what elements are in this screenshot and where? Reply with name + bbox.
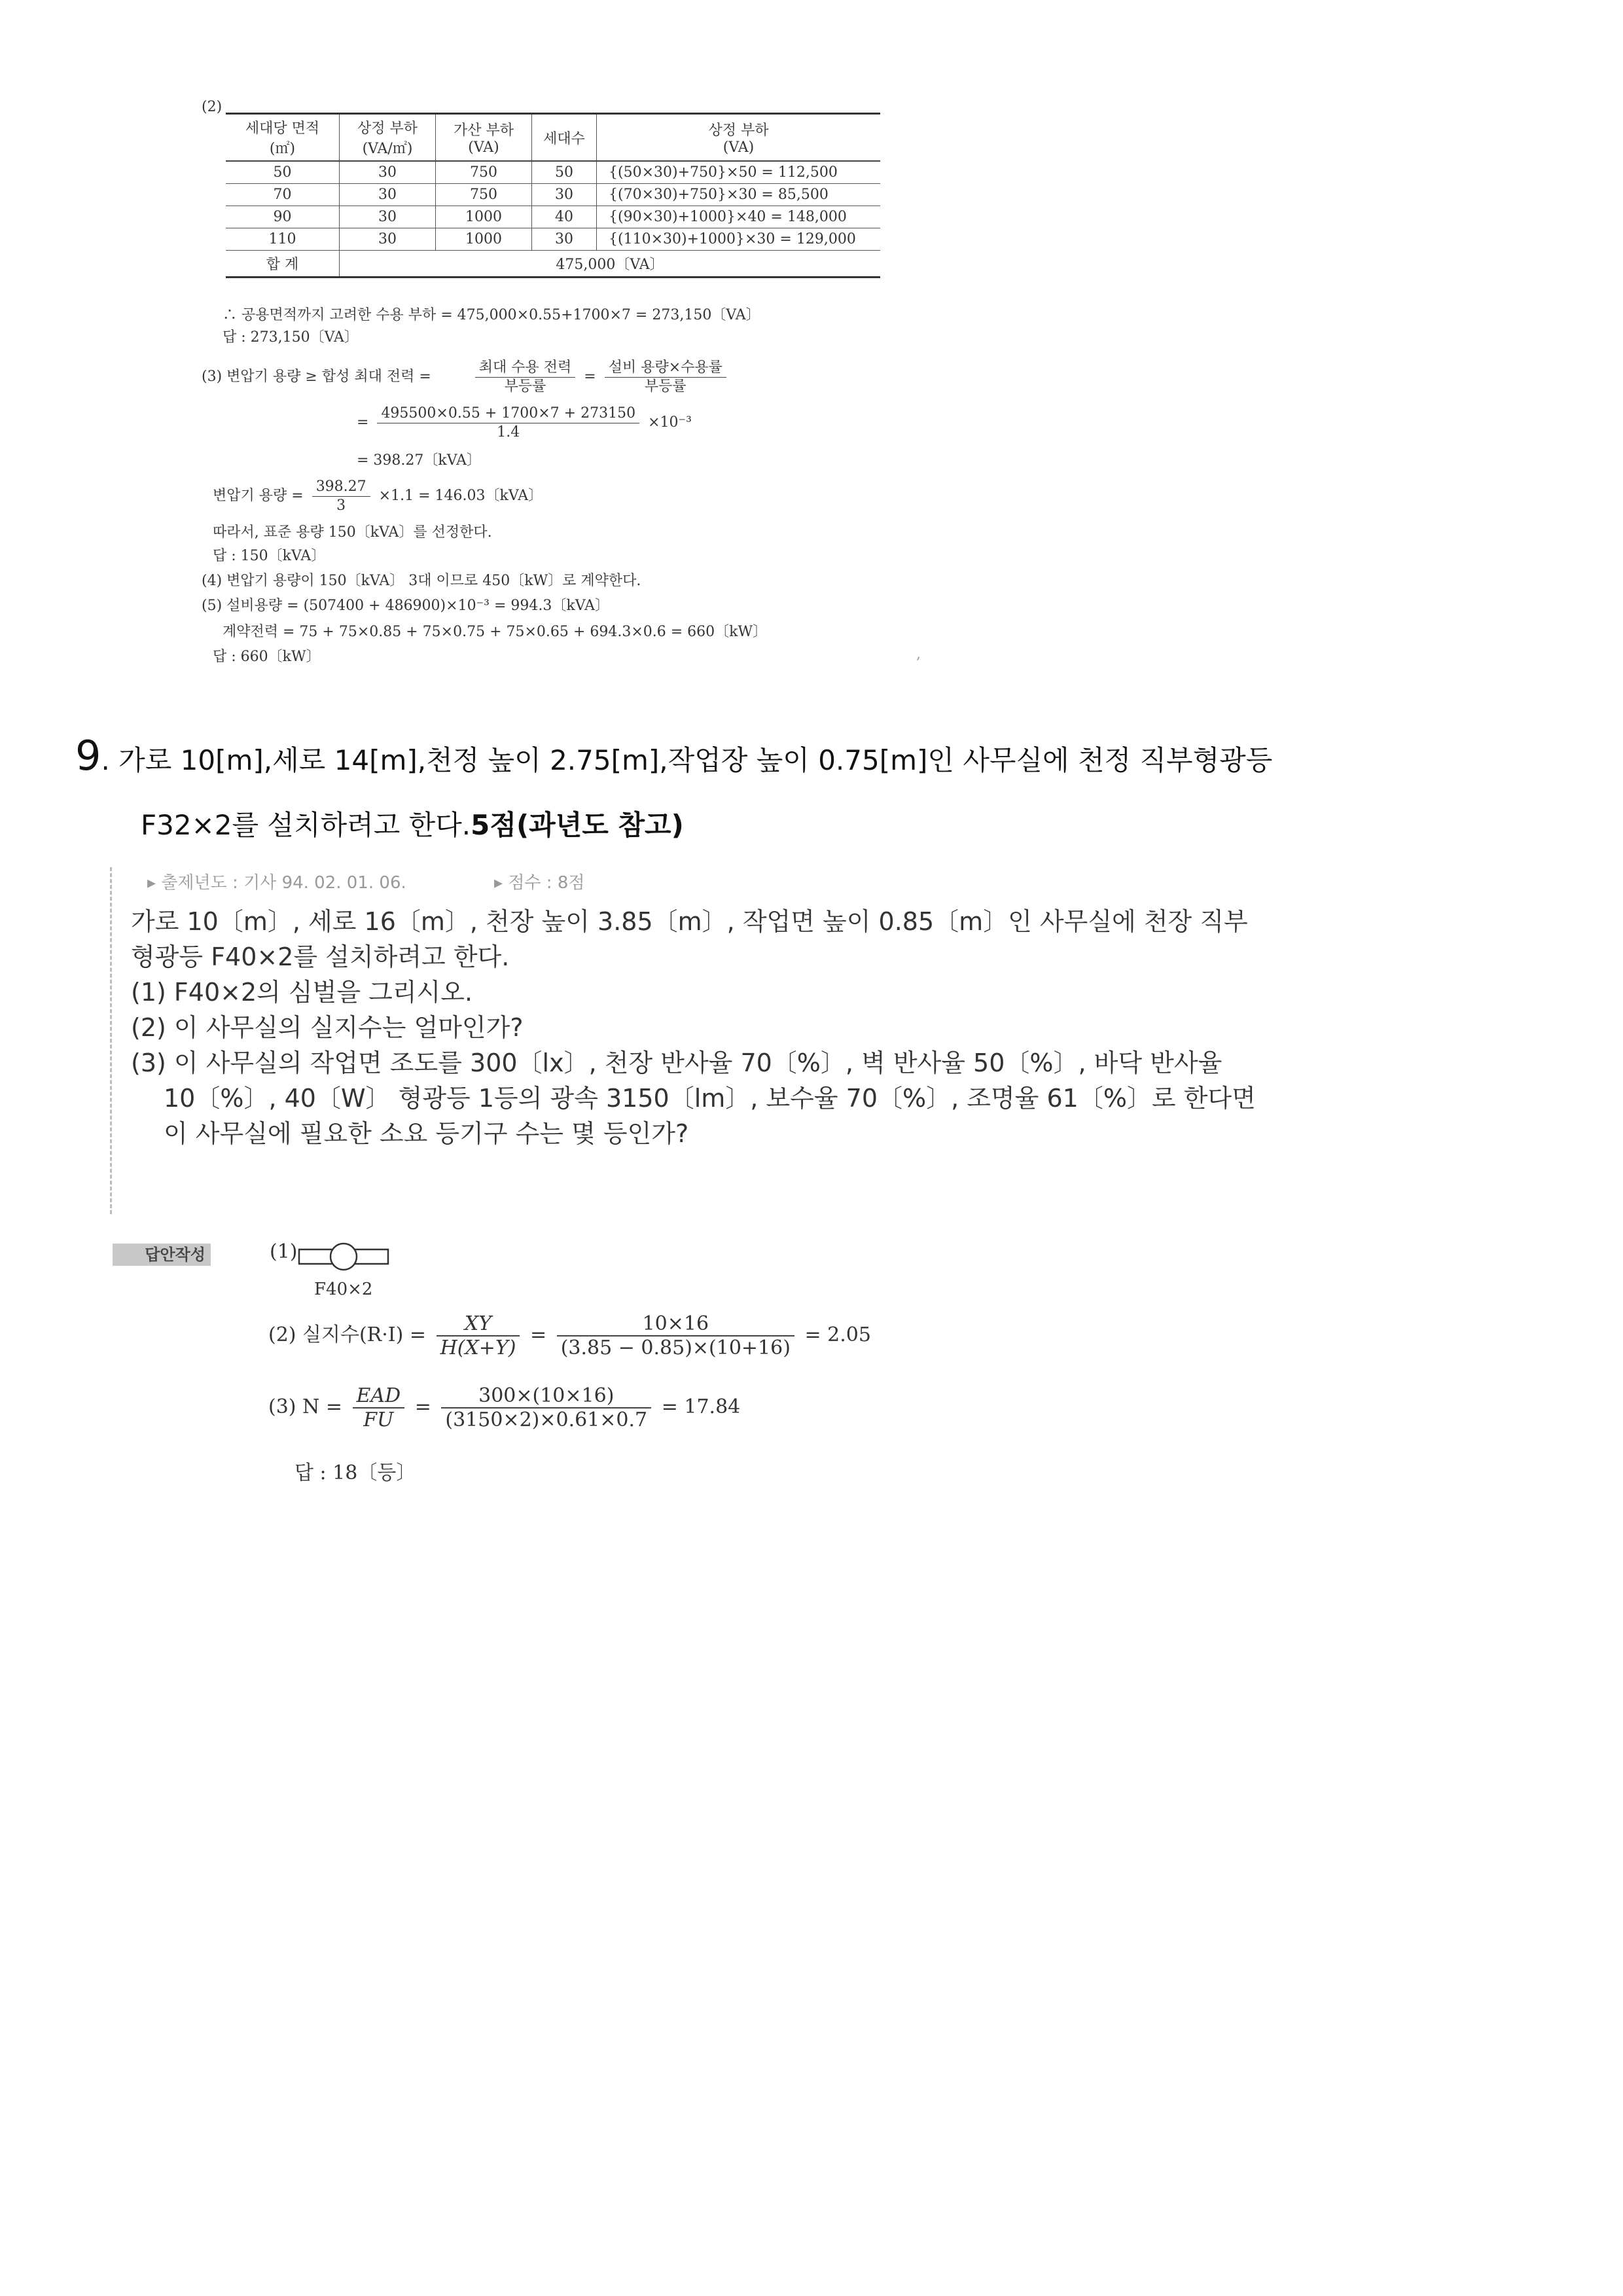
fraction-numerator: 495500×0.55 + 1700×7 + 273150 [377, 404, 639, 423]
part3-line2 [357, 404, 692, 441]
part2-answer: 답 : 273,150〔VA〕 [223, 329, 359, 346]
table-cell: 30 [532, 184, 597, 206]
part5-line1: (5) 설비용량 = (507400 + 486900)×10⁻³ = 994.3〔kVA〕 [202, 598, 610, 614]
table-cell: 30 [340, 184, 436, 206]
part3-line5: 따라서, 표준 용량 150〔kVA〕를 선정한다. [213, 524, 492, 541]
table-row [226, 161, 880, 184]
reference-problem-line: 형광등 F40×2를 설치하려고 한다. [131, 942, 510, 971]
fraction-denominator: (3.85 − 0.85)×(10+16) [560, 1336, 791, 1359]
fraction [557, 1312, 794, 1359]
answer-2 [268, 1312, 871, 1359]
part5-line2: 계약전력 = 75 + 75×0.85 + 75×0.75 + 75×0.65 + 694.3×0.6 = 660〔kW〕 [223, 624, 768, 640]
reference-meta-score: ▸ 점수 : 8점 [494, 873, 585, 893]
part3-line3: = 398.27〔kVA〕 [357, 452, 482, 469]
answer-3-label: (3) N = [268, 1395, 342, 1418]
table-cell: 30 [340, 228, 436, 251]
symbol-caption: F40×2 [314, 1280, 373, 1299]
table-header-cell: 상정 부하 (VA) [708, 122, 769, 156]
reference-question-3-cont: 10〔%〕, 40〔W〕 형광등 1등의 광속 3150〔lm〕, 보수율 70〔%〕, 조명율 61〔%〕로 한다면 [164, 1083, 1256, 1113]
question9-line1 [75, 732, 1272, 780]
fraction [312, 478, 370, 514]
table-cell: 40 [532, 206, 597, 228]
table-cell: 30 [340, 206, 436, 228]
fraction-denominator: H(X+Y) [440, 1336, 516, 1359]
table-cell: 50 [532, 161, 597, 184]
table-cell: {(110×30)+1000}×30 = 129,000 [609, 231, 856, 247]
fraction-denominator: FU [363, 1408, 394, 1431]
equals-sign: = [584, 368, 596, 385]
table-cell: {(90×30)+1000}×40 = 148,000 [609, 209, 847, 225]
part3-answer: 답 : 150〔kVA〕 [213, 548, 326, 564]
table-cell: {(50×30)+750}×50 = 112,500 [609, 164, 838, 181]
question9-text1: . 가로 10[m],세로 14[m],천정 높이 2.75[m],작업장 높이 0.75[m]인 사무실에 천정 직부형광등 [101, 744, 1273, 776]
part3-lead: (3) 변압기 용량 ≥ 합성 최대 전력 = [202, 368, 431, 385]
fraction-denominator: 부등률 [644, 378, 687, 395]
fraction-numerator: 300×(10×16) [441, 1384, 651, 1408]
table-row [226, 206, 880, 228]
table-cell: 30 [532, 228, 597, 251]
reference-question-3: (3) 이 사무실의 작업면 조도를 300〔lx〕, 천장 반사율 70〔%〕, 벽 반사율 50〔%〕, 바닥 반사율 [131, 1048, 1222, 1077]
fraction-denominator: 부등률 [504, 378, 546, 395]
fraction-numerator: 398.27 [312, 478, 370, 497]
fraction [353, 1384, 405, 1431]
part2-note: ∴ 공용면적까지 고려한 수용 부하 = 475,000×0.55+1700×7 = 273,150〔VA〕 [223, 307, 760, 323]
question9-text2: F32×2를 설치하려고 한다. [141, 809, 471, 841]
fraction-denominator: (3150×2)×0.61×0.7 [445, 1408, 648, 1431]
answer-2-result: = 2.05 [804, 1323, 871, 1346]
fraction-denominator: 1.4 [497, 423, 520, 440]
table-header-row [226, 114, 880, 162]
question9-points: 5점(과년도 참고) [471, 809, 684, 841]
reference-question-2: (2) 이 사무실의 실지수는 얼마인가? [131, 1013, 524, 1042]
reference-meta-year: ▸ 출제년도 : 기사 94. 02. 01. 06. [147, 873, 406, 893]
table-total-label: 합 계 [226, 251, 340, 278]
question9-line2 [141, 804, 684, 843]
reference-problem-line: 가로 10〔m〕, 세로 16〔m〕, 천장 높이 3.85〔m〕, 작업면 높이 0.85〔m〕인 사무실에 천장 직부 [131, 907, 1248, 936]
fraction-numerator: EAD [353, 1384, 405, 1408]
table-cell: 110 [226, 228, 340, 251]
table-cell: 70 [226, 184, 340, 206]
fraction-numerator: 10×16 [557, 1312, 794, 1336]
part4-line: (4) 변압기 용량이 150〔kVA〕 3대 이므로 450〔kW〕로 계약한다. [202, 573, 641, 589]
table-cell: 1000 [436, 206, 532, 228]
equals-sign: = [414, 1395, 431, 1418]
fraction [377, 404, 639, 441]
answer-section-label: 답안작성 [113, 1244, 211, 1266]
table-header-cell: 가산 부하 (VA) [436, 114, 532, 162]
table-header-cell: 상정 부하 (VA/㎡) [340, 114, 436, 162]
answer-2-label: (2) 실지수(R·I) = [268, 1323, 427, 1346]
fraction [437, 1312, 520, 1359]
fraction-denominator: 3 [336, 497, 346, 514]
table-header-cell: 세대수 [532, 114, 597, 162]
fraction-numerator: XY [437, 1312, 520, 1336]
question-number: 9 [75, 732, 101, 780]
table-cell: {(70×30)+750}×30 = 85,500 [609, 187, 829, 203]
fraction [605, 359, 726, 395]
reference-question-1: (1) F40×2의 심벌을 그리시오. [131, 977, 473, 1007]
transformer-capacity-result: ×1.1 = 146.03〔kVA〕 [378, 488, 543, 504]
table-row [226, 184, 880, 206]
table-header-cell: 세대당 면적 (㎡) [226, 114, 340, 162]
final-answer: 답 : 18〔등〕 [294, 1462, 416, 1484]
reference-problem [131, 905, 1283, 1152]
table-cell: 750 [436, 184, 532, 206]
fraction-numerator: 설비 용량×수용률 [605, 359, 726, 378]
table-cell: 90 [226, 206, 340, 228]
table-total-row [226, 251, 880, 278]
table-total-value: 475,000〔VA〕 [556, 257, 664, 273]
table-row [226, 228, 880, 251]
load-table [226, 113, 880, 278]
table-cell: 1000 [436, 228, 532, 251]
table-cell: 750 [436, 161, 532, 184]
answer-3 [268, 1384, 740, 1431]
equals-sign: = [530, 1323, 547, 1346]
equals-sign: = [357, 414, 369, 431]
fraction-numerator: 최대 수용 전력 [475, 359, 576, 378]
answer-3-result: = 17.84 [661, 1395, 741, 1418]
stray-mark: , [916, 646, 921, 662]
fluorescent-lamp-symbol-icon [298, 1240, 389, 1273]
answer-1-label: (1) [270, 1240, 298, 1263]
table-cell: 30 [340, 161, 436, 184]
part2-label: (2) [202, 99, 223, 115]
transformer-capacity-label: 변압기 용량 = [213, 488, 304, 504]
part3-line4 [213, 478, 543, 514]
unit-factor: ×10⁻³ [648, 414, 692, 431]
fraction [475, 359, 576, 395]
fraction [441, 1384, 651, 1431]
table-cell: 50 [226, 161, 340, 184]
part5-answer: 답 : 660〔kW〕 [213, 649, 321, 665]
reference-question-3-cont: 이 사무실에 필요한 소요 등기구 수는 몇 등인가? [164, 1119, 689, 1148]
part3-line1 [202, 359, 730, 395]
